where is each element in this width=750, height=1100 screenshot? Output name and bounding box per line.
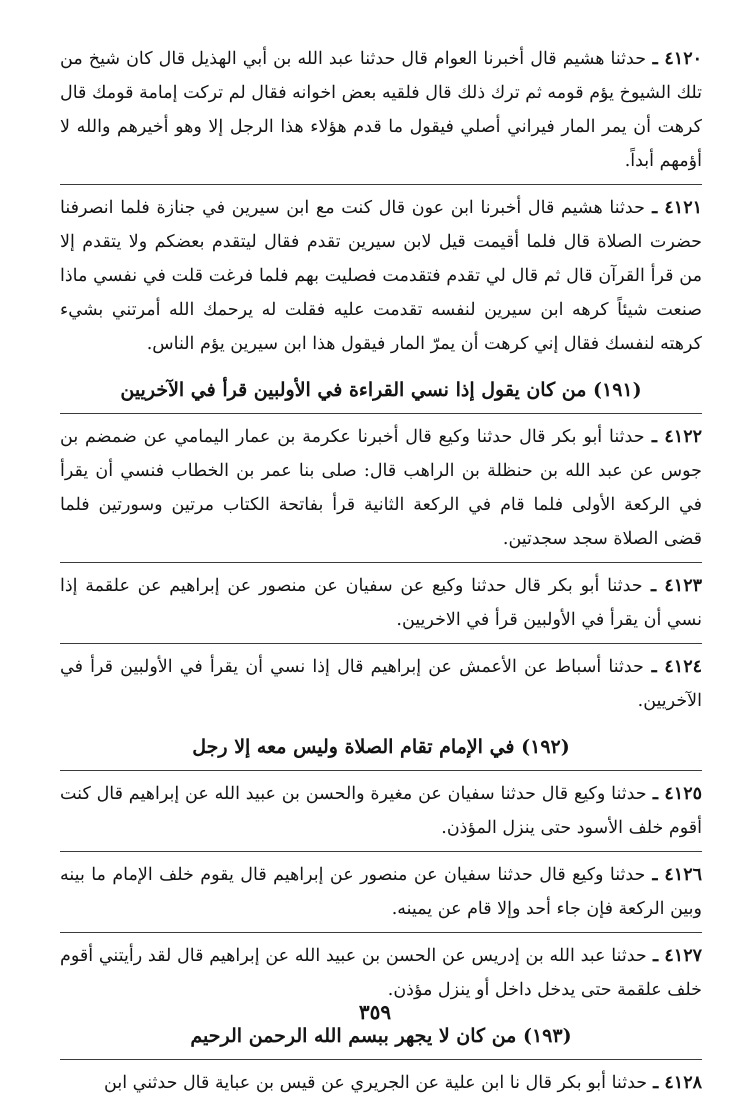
chapter-heading: (١٩١) من كان يقول إذا نسي القراءة في الأولبين قرأ في الآخريين — [120, 379, 642, 401]
hadith-text: حدثنا هشيم قال أخبرنا العوام قال حدثنا عبد الله بن أبي الهذيل قال كان شيخ من تلك الشيوخ يؤم قومه ثم ترك ذلك قال فلقيه بعض اخوانه فقال لم تركت إمامة قومك قال كرهت أن يمر المار فيراني أصلي فيقول ما قدم هؤلاء هذا الرجل إلا وهو أخيرهم والله لا أؤمهم أبداً. — [60, 49, 702, 171]
separator-rule — [60, 1059, 702, 1060]
hadith-dash: ـ — [644, 427, 665, 447]
hadith-number: ٤١٢٦ — [664, 865, 702, 885]
hadith-paragraph — [60, 191, 702, 361]
separator-rule — [60, 643, 702, 644]
hadith-paragraph — [60, 858, 702, 926]
hadith-number: ٤١٢٥ — [664, 784, 703, 804]
hadith-dash: ـ — [646, 49, 665, 69]
hadith-paragraph — [60, 939, 702, 1007]
hadith-number: ٤١٢٢ — [664, 427, 703, 447]
hadith-text: حدثنا وكيع قال حدثنا سفيان عن منصور عن إبراهيم قال يقوم خلف الإمام ما بينه وبين الركعة فإن جاء أحد وإلا قام عن يمينه. — [60, 865, 702, 919]
hadith-dash: ـ — [643, 657, 665, 677]
hadith-paragraph — [60, 650, 702, 718]
hadith-dash: ـ — [642, 576, 665, 596]
separator-rule — [60, 413, 702, 414]
hadith-number: ٤١٢١ — [664, 198, 703, 218]
hadith-dash: ـ — [646, 946, 665, 966]
hadith-dash: ـ — [644, 198, 665, 218]
hadith-paragraph — [60, 777, 702, 845]
hadith-paragraph — [60, 1066, 702, 1100]
hadith-dash: ـ — [645, 865, 665, 885]
hadith-paragraph — [60, 420, 702, 556]
hadith-text: حدثنا أبو بكر قال حدثنا وكيع عن سفيان عن منصور عن إبراهيم عن علقمة إذا نسي أن يقرأ في الأولبين قرأ في الاخريين. — [60, 576, 702, 630]
hadith-dash: ـ — [647, 1073, 665, 1093]
separator-rule — [60, 932, 702, 933]
hadith-text: حدثنا أبو بكر قال حدثنا وكيع قال أخبرنا عكرمة بن عمار اليمامي عن ضمضم بن جوس عن عبد الله بن حنظلة بن الراهب قال: صلى بنا عمر بن الخطاب فنسي أن يقرأ في الركعة الأولى فلما قام في الركعة الثانية قرأ بفاتحة الكتاب مرتين وسورتين فلما قضى الصلاة سجد سجدتين. — [60, 427, 702, 549]
hadith-dash: ـ — [646, 784, 665, 804]
page-number: ٣٥٩ — [358, 1000, 392, 1024]
hadith-text: حدثنا عبد الله بن إدريس عن الحسن بن عبيد الله عن إبراهيم قال لقد رأيتني أقوم خلف علقمة حتى يدخل داخل أو ينزل مؤذن. — [60, 946, 702, 1000]
chapter-heading: (١٩٣) من كان لا يجهر ببسم الله الرحمن الرحيم — [190, 1025, 572, 1047]
hadith-text: حدثنا أسباط عن الأعمش عن إبراهيم قال إذا نسي أن يقرأ في الأولبين قرأ في الآخريين. — [60, 657, 702, 711]
hadith-paragraph — [60, 569, 702, 637]
chapter-heading: (١٩٢) في الإمام تقام الصلاة وليس معه إلا رجل — [192, 736, 570, 758]
hadith-paragraph — [60, 42, 702, 178]
hadith-number: ٤١٢٣ — [664, 576, 702, 596]
hadith-number: ٤١٢٨ — [664, 1073, 702, 1093]
separator-rule — [60, 851, 702, 852]
hadith-number: ٤١٢٤ — [664, 657, 702, 677]
separator-rule — [60, 770, 702, 771]
separator-rule — [60, 184, 702, 185]
hadith-number: ٤١٢٠ — [664, 49, 703, 69]
separator-rule — [60, 562, 702, 563]
page-content — [60, 42, 702, 1100]
hadith-number: ٤١٢٧ — [664, 946, 703, 966]
hadith-text: حدثنا أبو بكر قال نا ابن علية عن الجريري عن قيس بن عباية قال حدثني ابن — [104, 1073, 648, 1093]
hadith-text: حدثنا وكيع قال حدثنا سفيان عن مغيرة والحسن بن عبيد الله عن إبراهيم قال كنت أقوم خلف الأسود حتى ينزل المؤذن. — [60, 784, 702, 838]
hadith-text: حدثنا هشيم قال أخبرنا ابن عون قال كنت مع ابن سيرين في جنازة فلما انصرفنا حضرت الصلاة قال فلما أقيمت قيل لابن سيرين تقدم فقال ليتقدم بعضكم ولا يتقدم إلا من قرأ القرآن قال ثم قال لي تقدم فتقدمت فصليت بهم فلما فرغت قلت في نفسي ماذا صنعت شيئاً كرهه ابن سيرين لنفسه تقدمت عليه فقلت له يرحمك الله أمرتني بشيء كرهته لنفسك فقال إني كرهت أن يمرّ المار فيقول هذا ابن سيرين يؤم الناس. — [60, 198, 702, 354]
